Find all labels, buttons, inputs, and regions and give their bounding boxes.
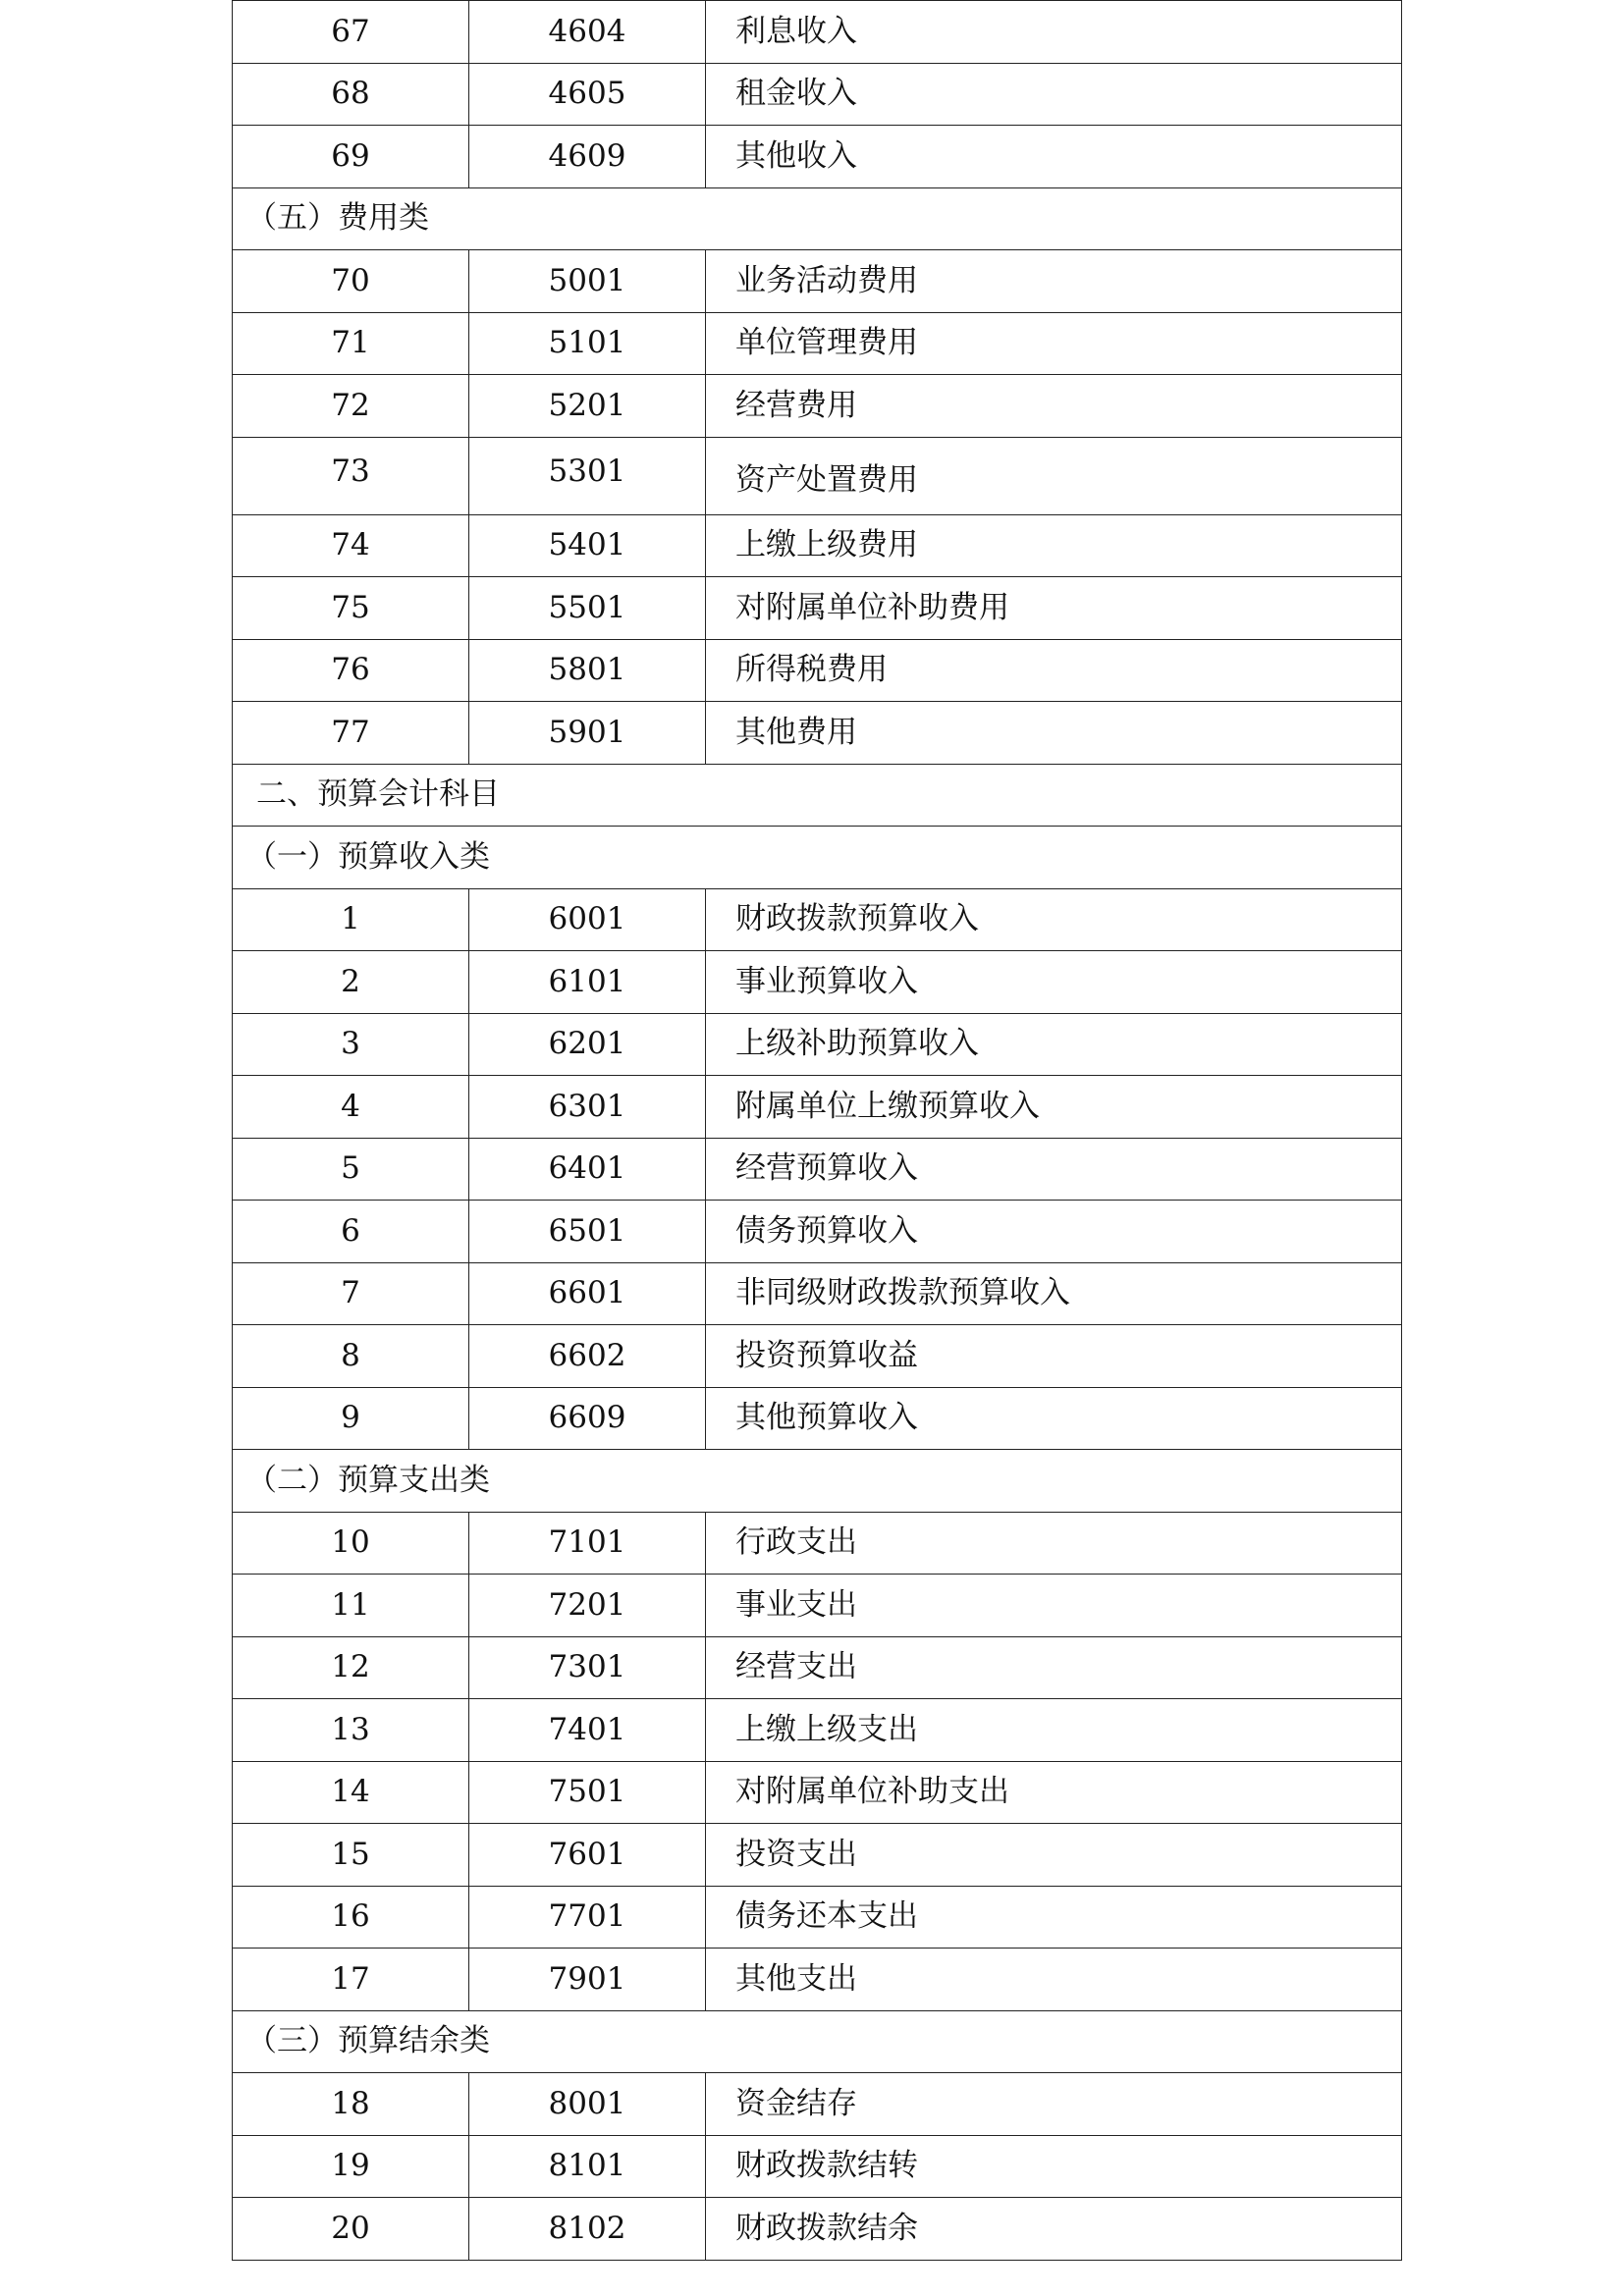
table-row — [233, 63, 1402, 126]
section-heading: （一）预算收入类 — [233, 827, 1402, 889]
section-heading-row — [233, 187, 1402, 250]
account-name: 其他收入 — [706, 126, 1402, 188]
account-code: 6501 — [469, 1201, 706, 1263]
account-code: 7701 — [469, 1886, 706, 1949]
table-row — [233, 1949, 1402, 2011]
account-name: 经营支出 — [706, 1636, 1402, 1699]
section-heading: （三）预算结余类 — [233, 2010, 1402, 2073]
account-name: 经营预算收入 — [706, 1138, 1402, 1201]
table-row — [233, 126, 1402, 188]
account-name: 资产处置费用 — [706, 437, 1402, 514]
row-number: 69 — [233, 126, 469, 188]
table-row — [233, 2135, 1402, 2198]
row-number: 13 — [233, 1699, 469, 1762]
row-number: 9 — [233, 1387, 469, 1450]
row-number: 11 — [233, 1575, 469, 1637]
row-number: 10 — [233, 1512, 469, 1575]
row-number: 19 — [233, 2135, 469, 2198]
table-row — [233, 2073, 1402, 2136]
account-name: 财政拨款结余 — [706, 2198, 1402, 2261]
table-row — [233, 1575, 1402, 1637]
table-row — [233, 1761, 1402, 1824]
table-row — [233, 312, 1402, 375]
account-code: 6401 — [469, 1138, 706, 1201]
account-name: 单位管理费用 — [706, 312, 1402, 375]
table-row — [233, 1201, 1402, 1263]
table-row — [233, 1262, 1402, 1325]
row-number: 76 — [233, 639, 469, 702]
account-code: 6101 — [469, 951, 706, 1014]
row-number: 20 — [233, 2198, 469, 2261]
table-row — [233, 1699, 1402, 1762]
table-row — [233, 1636, 1402, 1699]
account-name: 其他费用 — [706, 702, 1402, 765]
table-row — [233, 250, 1402, 313]
section-heading-row — [233, 1450, 1402, 1513]
account-code: 7301 — [469, 1636, 706, 1699]
row-number: 5 — [233, 1138, 469, 1201]
account-code: 7601 — [469, 1824, 706, 1887]
table-row — [233, 514, 1402, 577]
account-name: 投资预算收益 — [706, 1325, 1402, 1388]
table-row — [233, 1013, 1402, 1076]
row-number: 68 — [233, 63, 469, 126]
row-number: 74 — [233, 514, 469, 577]
account-name: 上缴上级费用 — [706, 514, 1402, 577]
row-number: 7 — [233, 1262, 469, 1325]
account-name: 事业预算收入 — [706, 951, 1402, 1014]
table-row — [233, 437, 1402, 514]
account-code: 7901 — [469, 1949, 706, 2011]
account-code: 4604 — [469, 1, 706, 64]
account-name: 经营费用 — [706, 375, 1402, 438]
row-number: 16 — [233, 1886, 469, 1949]
account-code: 7101 — [469, 1512, 706, 1575]
account-name: 债务预算收入 — [706, 1201, 1402, 1263]
row-number: 2 — [233, 951, 469, 1014]
row-number: 3 — [233, 1013, 469, 1076]
account-name: 事业支出 — [706, 1575, 1402, 1637]
row-number: 17 — [233, 1949, 469, 2011]
table-row — [233, 639, 1402, 702]
account-code: 5901 — [469, 702, 706, 765]
row-number: 72 — [233, 375, 469, 438]
account-code: 5301 — [469, 437, 706, 514]
row-number: 4 — [233, 1076, 469, 1139]
row-number: 75 — [233, 577, 469, 640]
account-code: 6301 — [469, 1076, 706, 1139]
account-name: 财政拨款结转 — [706, 2135, 1402, 2198]
table-row — [233, 888, 1402, 951]
account-code: 4605 — [469, 63, 706, 126]
row-number: 67 — [233, 1, 469, 64]
account-code: 6201 — [469, 1013, 706, 1076]
account-code: 6602 — [469, 1325, 706, 1388]
account-name: 利息收入 — [706, 1, 1402, 64]
section-heading: （五）费用类 — [233, 187, 1402, 250]
table-row — [233, 1325, 1402, 1388]
account-code: 7501 — [469, 1761, 706, 1824]
row-number: 71 — [233, 312, 469, 375]
section-heading-row — [233, 827, 1402, 889]
table-row — [233, 2198, 1402, 2261]
account-code: 8001 — [469, 2073, 706, 2136]
account-code: 7201 — [469, 1575, 706, 1637]
account-name: 债务还本支出 — [706, 1886, 1402, 1949]
account-code: 7401 — [469, 1699, 706, 1762]
account-name: 其他支出 — [706, 1949, 1402, 2011]
row-number: 77 — [233, 702, 469, 765]
row-number: 14 — [233, 1761, 469, 1824]
table-row — [233, 1, 1402, 64]
account-name: 租金收入 — [706, 63, 1402, 126]
section-heading-row — [233, 764, 1402, 827]
table-row — [233, 375, 1402, 438]
row-number: 73 — [233, 437, 469, 514]
account-name: 附属单位上缴预算收入 — [706, 1076, 1402, 1139]
table-row — [233, 1138, 1402, 1201]
account-name: 财政拨款预算收入 — [706, 888, 1402, 951]
row-number: 1 — [233, 888, 469, 951]
section-heading: 二、预算会计科目 — [233, 764, 1402, 827]
section-heading: （二）预算支出类 — [233, 1450, 1402, 1513]
row-number: 6 — [233, 1201, 469, 1263]
table-row — [233, 1886, 1402, 1949]
account-code: 5501 — [469, 577, 706, 640]
row-number: 15 — [233, 1824, 469, 1887]
account-code: 5401 — [469, 514, 706, 577]
account-code: 6609 — [469, 1387, 706, 1450]
account-code: 8101 — [469, 2135, 706, 2198]
account-code: 5001 — [469, 250, 706, 313]
table-row — [233, 951, 1402, 1014]
table-row — [233, 577, 1402, 640]
table-row — [233, 1387, 1402, 1450]
account-name: 非同级财政拨款预算收入 — [706, 1262, 1402, 1325]
account-code: 5801 — [469, 639, 706, 702]
table-row — [233, 702, 1402, 765]
account-name: 业务活动费用 — [706, 250, 1402, 313]
account-code: 5101 — [469, 312, 706, 375]
account-name: 投资支出 — [706, 1824, 1402, 1887]
account-name: 对附属单位补助支出 — [706, 1761, 1402, 1824]
section-heading-row — [233, 2010, 1402, 2073]
table-row — [233, 1512, 1402, 1575]
account-code: 6001 — [469, 888, 706, 951]
account-code: 5201 — [469, 375, 706, 438]
row-number: 18 — [233, 2073, 469, 2136]
account-code-table — [232, 0, 1402, 2261]
account-name: 资金结存 — [706, 2073, 1402, 2136]
account-code-table-body — [233, 1, 1402, 2261]
account-name: 对附属单位补助费用 — [706, 577, 1402, 640]
table-row — [233, 1824, 1402, 1887]
row-number: 12 — [233, 1636, 469, 1699]
account-name: 行政支出 — [706, 1512, 1402, 1575]
account-code: 4609 — [469, 126, 706, 188]
account-code: 6601 — [469, 1262, 706, 1325]
account-name: 所得税费用 — [706, 639, 1402, 702]
row-number: 8 — [233, 1325, 469, 1388]
account-name: 上级补助预算收入 — [706, 1013, 1402, 1076]
account-name: 上缴上级支出 — [706, 1699, 1402, 1762]
account-name: 其他预算收入 — [706, 1387, 1402, 1450]
table-row — [233, 1076, 1402, 1139]
account-code: 8102 — [469, 2198, 706, 2261]
row-number: 70 — [233, 250, 469, 313]
